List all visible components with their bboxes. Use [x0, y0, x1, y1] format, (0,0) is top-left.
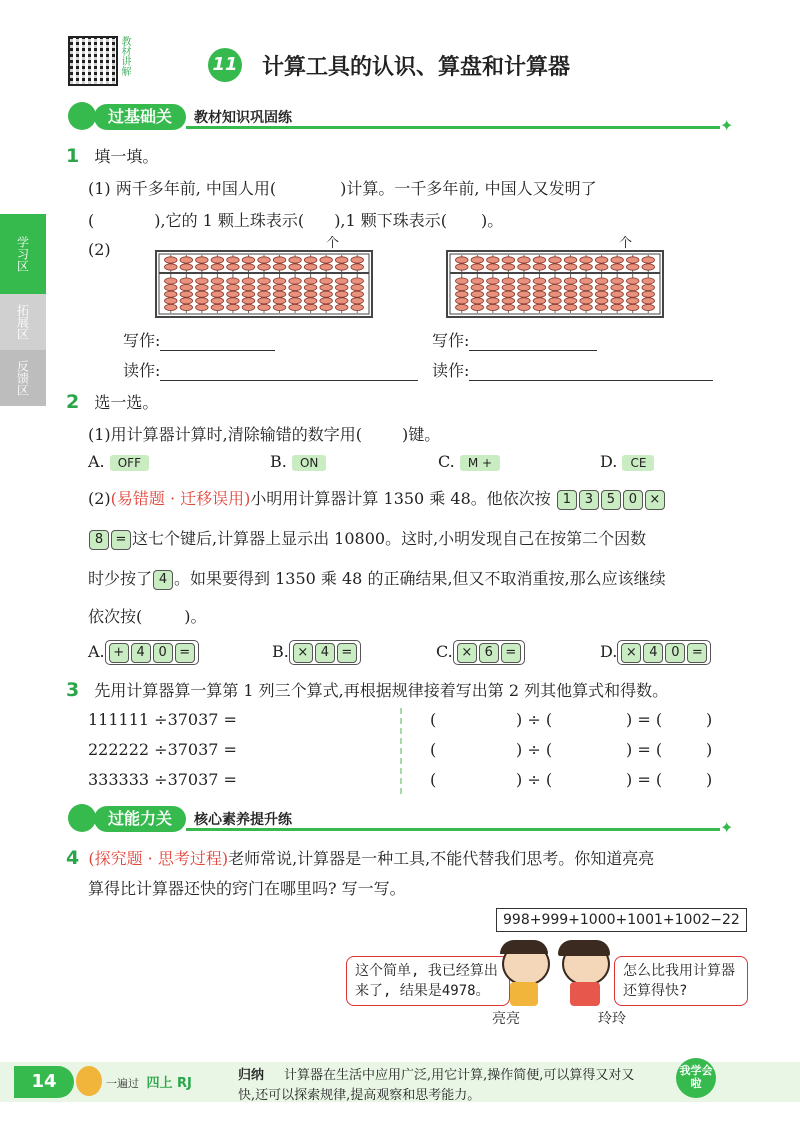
grade-label: 四上 RJ: [146, 1076, 192, 1091]
ge-label-right: 个: [619, 236, 633, 251]
qr-code: [68, 36, 118, 86]
q3-row-3: 333333 ÷37037 =: [88, 770, 237, 789]
mascot-icon: [68, 102, 96, 130]
q4-line2: 算得比计算器还快的窍门在哪里吗? 写一写。: [88, 879, 406, 898]
q1-part1-line1: (1) 两千多年前, 中国人用( )计算。一千多年前, 中国人又发明了: [88, 179, 597, 198]
q1-part1-line2: ( ),它的 1 颗上珠表示( ),1 颗下珠表示( )。: [88, 211, 504, 230]
option-b[interactable]: B. × 4 =: [272, 640, 361, 665]
ge-label-left: 个: [326, 236, 340, 251]
section-banner-basic: [0, 104, 740, 135]
q2-part2-line1: (2)(易错题 · 迁移误用)小明用计算器计算 1350 乘 48。他依次按 1 3 5 0 ×: [88, 486, 666, 510]
write-line[interactable]: [160, 334, 275, 351]
mascot-footer-icon: [76, 1066, 102, 1096]
q4-number: 4: [66, 847, 80, 869]
write-line[interactable]: [469, 334, 597, 351]
character-lingling: [558, 942, 612, 1008]
read-line[interactable]: [160, 364, 418, 381]
option-c[interactable]: C. M +: [438, 452, 500, 471]
mascot-icon: [68, 804, 96, 832]
q2-part2-line3: 时少按了 4 。如果要得到 1350 乘 48 的正确结果,但又不取消重按,那么应该继续: [88, 569, 666, 588]
qr-label: 教材讲解: [119, 36, 130, 76]
q2-part2-options: [88, 640, 728, 666]
q4-tag: (探究题 · 思考过程): [88, 849, 229, 868]
speech-bubble-left: 这个简单, 我已经算出来了, 结果是4978。: [346, 956, 510, 1006]
side-tab-feedback[interactable]: 反馈区: [0, 350, 46, 406]
section-title: 过能力关: [94, 806, 186, 832]
q3-answer-row[interactable]: ( ) ÷ ( ) = ( ): [430, 740, 713, 759]
expression-box: 998+999+1000+1001+1002−22: [496, 908, 747, 932]
option-a[interactable]: A. + 4 0 =: [88, 640, 199, 665]
q1-number: 1: [66, 145, 80, 167]
summary-text-2: 快,还可以探索规律,提高观察和思考能力。: [238, 1088, 481, 1103]
name-lingling: 玲玲: [598, 1011, 626, 1027]
page-number: 14: [14, 1066, 74, 1098]
q1-write-right: 写作:: [432, 328, 597, 351]
q3-heading: [66, 678, 668, 701]
q3-answer-row[interactable]: ( ) ÷ ( ) = ( ): [430, 770, 713, 789]
q3-number: 3: [66, 679, 80, 701]
option-b[interactable]: B. ON: [270, 452, 326, 471]
q2-part2-line4: 依次按( )。: [88, 607, 207, 626]
summary-text-1: 计算器在生活中应用广泛,用它计算,操作简便,可以算得又对又: [284, 1068, 635, 1083]
lesson-number-badge: [208, 48, 242, 82]
section-subtitle: 教材知识巩固练: [194, 110, 292, 126]
q3-column-divider: [400, 708, 402, 794]
section-banner-ability: [0, 806, 740, 837]
star-icon: ✦: [720, 818, 734, 837]
section-title: 过基础关: [94, 104, 186, 130]
q4-line1: 4 (探究题 · 思考过程)老师常说,计算器是一种工具,不能代替我们思考。你知道亮亮: [66, 847, 655, 869]
q2-title: 选一选。: [94, 393, 159, 412]
star-icon: ✦: [720, 116, 734, 135]
option-c[interactable]: C. × 6 =: [436, 640, 525, 665]
summary-label: 归纳: [238, 1068, 265, 1083]
read-line[interactable]: [469, 364, 713, 381]
option-d[interactable]: D. CE: [600, 452, 654, 471]
q1-part2-label: (2): [88, 240, 111, 259]
q2-part2-line2: 8 = 这七个键后,计算器上显示出 10800。这时,小明发现自己在按第二个因数: [88, 526, 646, 550]
q1-title: 填一填。: [94, 147, 159, 166]
option-d[interactable]: D. × 4 0 =: [600, 640, 711, 665]
q2-heading: [66, 390, 158, 413]
side-tab-expand[interactable]: 拓展区: [0, 294, 46, 350]
lesson-number: 11: [212, 54, 238, 75]
q1-read-right: 读作:: [432, 358, 713, 381]
q2-tag: (易错题 · 迁移误用): [110, 489, 251, 508]
page-title: 计算工具的认识、算盘和计算器: [262, 55, 571, 80]
q1-heading: [66, 144, 158, 167]
q1-read-left: 读作:: [123, 358, 418, 381]
q2-part1-options: [88, 452, 708, 474]
option-a[interactable]: A. OFF: [88, 452, 149, 471]
section-subtitle: 核心素养提升练: [194, 812, 292, 828]
name-liangliang: 亮亮: [492, 1011, 520, 1027]
series-logo: 一遍过 四上 RJ: [106, 1076, 192, 1091]
achievement-badge[interactable]: 我学会啦: [676, 1058, 716, 1098]
q2-number: 2: [66, 391, 80, 413]
abacus-left: [155, 250, 373, 318]
speech-bubble-right: 怎么比我用计算器还算得快?: [614, 956, 748, 1006]
q3-title: 先用计算器算一算第 1 列三个算式,再根据规律接着写出第 2 列其他算式和得数。: [94, 681, 669, 700]
abacus-right: [446, 250, 664, 318]
q3-answer-row[interactable]: ( ) ÷ ( ) = ( ): [430, 710, 713, 729]
side-tab-study[interactable]: 学习区: [0, 214, 46, 294]
q1-write-left: 写作:: [123, 328, 275, 351]
q3-row-1: 111111 ÷37037 =: [88, 710, 237, 729]
q3-row-2: 222222 ÷37037 =: [88, 740, 237, 759]
q2-part1: (1)用计算器计算时,清除输错的数字用( )键。: [88, 425, 441, 444]
character-liangliang: [498, 942, 550, 1008]
